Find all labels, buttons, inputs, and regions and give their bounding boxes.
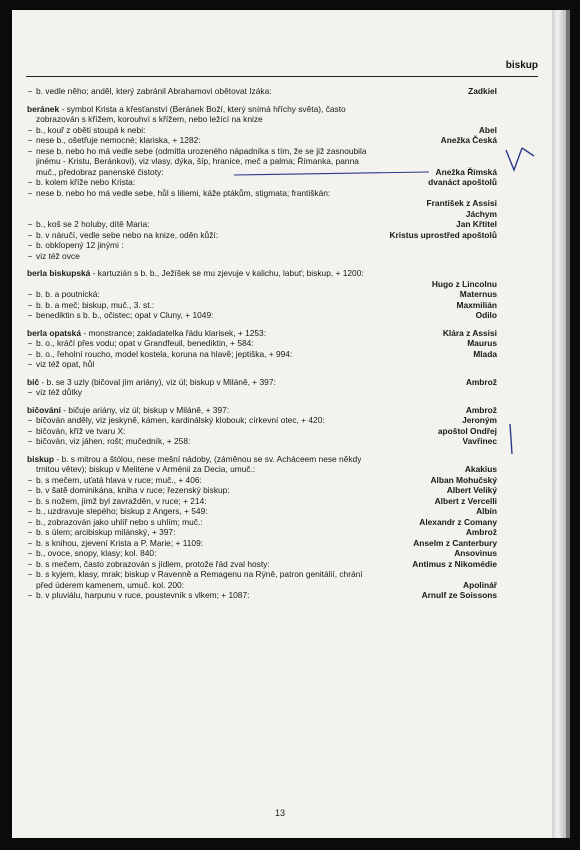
entry-saint-name: Zadkiel (468, 86, 497, 96)
entry-text: b. s mečem, uťatá hlava v ruce; muč., + 406: (36, 474, 202, 485)
entry-saint-name: Klára z Assisi (442, 327, 497, 338)
entry-description (36, 559, 270, 570)
entry-text: bičován, kříž ve tvaru X: (36, 425, 126, 436)
entry-line (27, 559, 497, 570)
entry-saint-name: apoštol Ondřej (437, 425, 497, 436)
entry-description (36, 496, 207, 507)
entry-text: b., kouř z oběti stoupá k nebi: (36, 124, 146, 135)
entry-saint-name: Maurus (467, 338, 497, 348)
entry-text: b., zobrazován jako uhlíř nebo s uhlím; muč.: (36, 516, 203, 527)
entry-line (27, 426, 497, 437)
entry-text: b. s kyjem, klasy, mrak; biskup v Ravenně a Remagenu na Rýně, patron genitálií, chrání (36, 569, 363, 579)
entry-description (36, 349, 292, 360)
entry-line (27, 349, 497, 360)
entry-saint-name: Apolinář (463, 579, 497, 590)
entry-headline (27, 328, 497, 339)
entry-text: b., koš se 2 holuby, dítě Maria: (36, 219, 150, 229)
entry-description (36, 436, 190, 447)
dictionary-entry (27, 268, 497, 321)
entry-description (36, 114, 263, 125)
entry-text: b. s knihou, zjevení Krista a P. Marie; + 1109: (36, 537, 204, 548)
entry-text: b. s nožem, jímž byl zavražděn, v ruce; + 214: (36, 495, 207, 506)
entry-line (27, 135, 497, 146)
entry-saint-name: Arnulf ze Soissons (421, 590, 497, 600)
entry-line (27, 156, 497, 167)
dictionary-entry (27, 86, 497, 97)
entry-text: b., uzdravuje slepého; biskup z Angers, + 549: (36, 506, 208, 516)
entry-text: trnitou větev); biskup v Melitene v Arménii za Decia, umuč.: (36, 464, 256, 474)
entry-text: b. vedle něho; anděl, který zabránil Abrahamovi obětovat Izáka: (36, 86, 272, 96)
entry-line (27, 506, 497, 517)
entry-description (36, 590, 249, 601)
entry-line (27, 590, 497, 601)
entry-text: viz též opat, hůl (36, 359, 95, 369)
entry-saint-name: Mlada (473, 348, 497, 359)
entry-text: b. s mečem, často zobrazován s jídlem, protože řád zval hosty: (36, 558, 270, 569)
entry-saint-name: Maxmilián (456, 299, 497, 310)
entry-text: b. v pluviálu, harpunu v ruce, poustevník s vlkem; + 1087: (36, 590, 250, 600)
dictionary-entry (27, 377, 497, 398)
entry-line (27, 188, 497, 199)
page-edge (552, 10, 566, 838)
entry-line (27, 86, 497, 97)
entry-line (27, 289, 497, 300)
entry-description (36, 426, 125, 437)
entry-headword: bičování (27, 404, 61, 415)
entry-line (27, 251, 497, 262)
entry-line (27, 125, 497, 136)
entry-line (27, 436, 497, 447)
entry-line (27, 338, 497, 349)
entry-saint-name: Akakius (464, 464, 497, 474)
entry-text: b. b. a meč; biskup, muč., 3. st.: (36, 299, 155, 310)
dictionary-entry (27, 104, 497, 262)
entry-text: zobrazován s křížem, korouhví s křížem, nebo ležící na knize (36, 114, 263, 124)
entry-headword: bič (27, 376, 40, 387)
entry-description (36, 300, 154, 311)
entry-description (36, 464, 255, 475)
entry-line (27, 485, 497, 496)
entry-text: - b. s mitrou a štólou, nese mešní nádoby, (záměnou se sv. Acháceem nese někdy (54, 453, 362, 464)
entry-saint-name: Albert Veliký (446, 485, 497, 495)
entry-headword: berla opatská (27, 327, 81, 338)
entry-line (27, 548, 497, 559)
entry-description (36, 359, 94, 370)
entry-description (27, 268, 364, 279)
entry-text: b. o., řeholní roucho, model kostela, koruna na hlavě; jeptiška, + 994: (36, 348, 293, 359)
entry-line (27, 415, 497, 426)
entry-description (36, 569, 363, 580)
entry-headline (27, 104, 497, 115)
entry-saint-name: František z Assisi (426, 198, 497, 208)
entry-text: nese b. nebo ho má vedle sebe (odmítla urozeného nápadníka s tím, že se již zasnoubila (36, 145, 367, 156)
entry-saint-name: Anežka Římská (435, 166, 497, 177)
entry-saint-name: Alban Mohučský (430, 474, 497, 485)
entry-description (36, 475, 202, 486)
entry-saint-name: dvanáct apoštolů (428, 177, 497, 187)
entry-saint-name: Anežka Česká (440, 135, 497, 145)
page-edge-shadow (566, 10, 570, 838)
dictionary-entry (27, 405, 497, 447)
entry-description (36, 580, 184, 591)
entry-text: b. v šatě dominikána, kniha v ruce; řezenský biskup: (36, 485, 230, 495)
entry-text: nese b., ošetřuje nemocné; klariska, + 1282: (36, 135, 201, 145)
entry-saint-name: Ambrož (465, 527, 497, 537)
entry-text: muč., předobraz panenské čistoty: (36, 166, 164, 177)
entry-text: bičován anděly, viz jeskyně, kámen, kardinálský klobouk; církevní otec, + 420: (36, 415, 325, 425)
entry-text: nese b. nebo ho má vedle sebe, hůl s liliemi, káže ptákům, stigmata; františkán: (36, 187, 331, 198)
entry-line (27, 464, 497, 475)
entry-line (27, 230, 497, 241)
entry-saint-name: Jáchym (465, 208, 497, 219)
entry-text: b. kolem kříže nebo Krista: (36, 177, 136, 187)
entry-line (27, 300, 497, 311)
entry-description (36, 506, 208, 517)
entry-saint-name: Anselm z Canterbury (413, 537, 497, 548)
entry-line (27, 114, 497, 125)
entry-saint-name: Maternus (459, 289, 497, 299)
entry-description (36, 167, 164, 178)
entry-description (27, 328, 266, 339)
entry-text: benediktin s b. b., očistec; opat v Cluny, + 1049: (36, 310, 214, 320)
entry-line (27, 167, 497, 178)
entry-text: viz též ovce (36, 250, 80, 261)
entry-text: - kartuzián s b. b., Ježíšek se mu zjevuje v kalichu, labuť; biskup, + 1200: (90, 268, 364, 278)
dictionary-entry (27, 454, 497, 601)
entry-saint-name: Antimus z Nikomédie (412, 558, 497, 569)
entry-description (36, 177, 135, 188)
entry-text: - monstrance; zakladatelka řádu klarisek, + 1253: (81, 327, 267, 338)
entry-text: bičován, viz jáhen, rošt; mučedník, + 258: (36, 436, 191, 446)
entry-headword: berla biskupská (27, 268, 91, 278)
entry-description (36, 156, 359, 167)
entry-saint-name: Ambrož (465, 376, 497, 387)
entry-description (36, 538, 203, 549)
entry-description (36, 387, 82, 398)
entry-description (36, 527, 175, 538)
entry-description (36, 219, 149, 230)
entry-text: - symbol Krista a křesťanství (Beránek Boží, který snímá hříchy světa), často (59, 103, 346, 114)
entry-saint-name: Kristus uprostřed apoštolů (389, 229, 497, 240)
entry-text: b. obklopený 12 jinými : (36, 240, 124, 250)
entry-saint-name: Jeroným (462, 415, 497, 425)
entry-description (36, 188, 330, 199)
entry-text: - bičuje ariány, viz úl; biskup v Miláně, + 397: (60, 404, 230, 415)
entry-description (36, 485, 230, 496)
dictionary-entry (27, 328, 497, 370)
entry-headline (27, 268, 497, 279)
entry-description (36, 251, 80, 262)
entry-line (27, 219, 497, 230)
entry-text: b. v náručí, vedle sebe nebo na knize, oděn kůží: (36, 229, 219, 240)
entry-headline (27, 405, 497, 416)
entry-description (36, 338, 254, 349)
entry-saint-name: Ansovinus (454, 548, 497, 558)
entry-description (27, 454, 361, 465)
entry-saint-name: Abel (478, 124, 497, 135)
entry-headword: beránek (27, 103, 60, 114)
header-rule (26, 76, 538, 77)
entry-text: b., ovoce, snopy, klasy; kol. 840: (36, 548, 157, 558)
running-header: biskup (505, 60, 538, 71)
entry-line (27, 527, 497, 538)
entry-description (36, 310, 213, 321)
entry-description (36, 230, 218, 241)
entry-saint-name: Odilo (475, 310, 497, 320)
entry-description (36, 289, 100, 300)
entry-headword: biskup (27, 453, 54, 464)
entry-description (27, 104, 346, 115)
entry-line (27, 146, 497, 157)
entry-text: jinému - Kristu, Beránkovi), viz vlasy, dýka, šíp, hranice, meč a palma; Římanka, panna (36, 156, 359, 166)
entry-line (27, 177, 497, 188)
entry-saint-name: Albín (476, 506, 497, 516)
entry-description (27, 377, 276, 388)
entry-line (27, 569, 497, 580)
entry-text: b. b. a poutnická: (36, 289, 100, 299)
entry-line (27, 517, 497, 528)
entry-description (36, 86, 272, 97)
entry-saint-name: Ambrož (465, 404, 497, 415)
entry-description (36, 548, 156, 559)
entry-saint-name: Alexandr z Comany (419, 516, 497, 527)
entry-headline (27, 454, 497, 465)
entry-text: b. s úlem; arcibiskup milánský, + 397: (36, 527, 176, 537)
entry-line (27, 310, 497, 321)
entry-line (27, 359, 497, 370)
entry-text: b. o., kráčí přes vodu; opat v Grandfeuil, benediktin, + 584: (36, 338, 254, 348)
entry-saint-name: Albert z Vercelli (434, 495, 497, 506)
entry-text: - b. se 3 uzly (bičoval jím ariány), viz úl; biskup v Miláně, + 397: (39, 376, 276, 387)
entry-saint-name: Jan Křtitel (456, 219, 497, 229)
entry-description (36, 125, 145, 136)
entry-description (36, 240, 124, 251)
entry-text: před úderem kamenem, umuč. kol. 200: (36, 579, 185, 590)
entry-headline (27, 377, 497, 388)
entry-description (36, 415, 325, 426)
dictionary-content (27, 86, 497, 601)
entry-line (27, 496, 497, 507)
entry-saint-name: Hugo z Lincolnu (431, 278, 497, 289)
entry-line (27, 580, 497, 591)
entry-text: viz též důtky (36, 387, 83, 397)
entry-line (27, 538, 497, 549)
entry-saint-name: Vavřinec (462, 436, 497, 446)
entry-line (27, 475, 497, 486)
entry-description (27, 405, 229, 416)
entry-line (27, 240, 497, 251)
page-number: 13 (274, 808, 285, 818)
entry-description (36, 135, 201, 146)
entry-line (27, 387, 497, 398)
entry-description (36, 146, 367, 157)
entry-description (36, 517, 203, 528)
